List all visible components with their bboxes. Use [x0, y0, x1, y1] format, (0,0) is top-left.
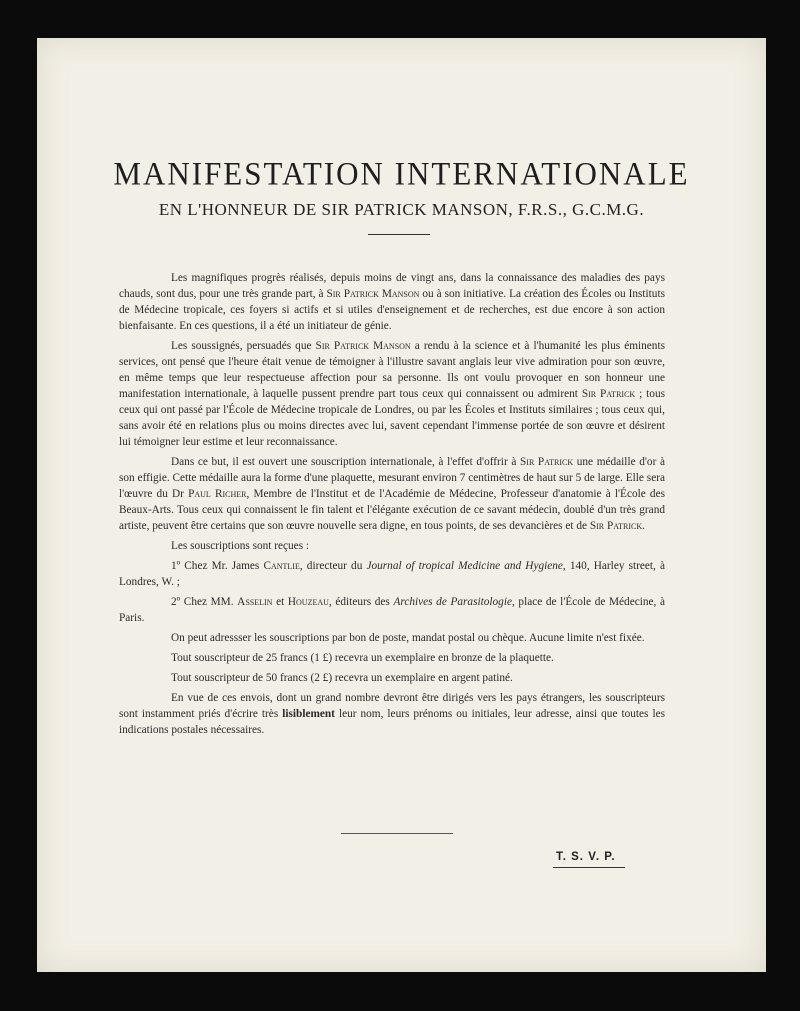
- paragraph-subscription: [119, 454, 665, 534]
- text: Les magnifiques progrès réalisés, depuis moins de vingt ans, dans la connaissance des maladies des pays chauds, sont dus, pour une très grande part, à: [119, 272, 665, 300]
- document-title: MANIFESTATION INTERNATIONALE: [113, 155, 690, 192]
- text: leur nom, leurs prénoms ou initiales, leur adresse, ainsi que toutes les indications postales nécessaires.: [119, 708, 665, 736]
- name-manson: Sir Patrick Manson: [326, 288, 420, 300]
- name-patrick: Sir Patrick: [589, 520, 643, 532]
- title-divider: [368, 234, 430, 235]
- text: et: [272, 596, 288, 608]
- name-manson: Sir Patrick Manson: [315, 340, 411, 352]
- name-cantlie: Cantlie: [263, 560, 300, 572]
- document-body: [119, 270, 665, 742]
- paragraph-silver: Tout souscripteur de 50 francs (2 £) recevra un exemplaire en argent patiné.: [171, 672, 513, 684]
- text: Dans ce but, il est ouvert une souscription internationale, à l'effet d'offrir à: [171, 456, 520, 468]
- text: 2º Chez MM.: [171, 596, 238, 608]
- text: , directeur du: [299, 560, 367, 572]
- document-subtitle: EN L'HONNEUR DE SIR PATRICK MANSON, F.R.S., G.C.M.G.: [158, 200, 645, 219]
- text: , Membre de l'Institut et de l'Académie de Médecine, Professeur d'anatomie à l'École des Beaux-Arts. Tous ceux qui connaissent le fin talent et l'élégante exécution de ce savant médecin, doublé d'un très grand artiste, peuvent être certains que son œuvre nouvelle sera digne, en tous points, de ses devancières et de: [119, 488, 665, 532]
- name-richer: Paul Richer: [188, 488, 247, 500]
- text: En vue de ces envois, dont un grand nombre devront être dirigés vers les pays étrangers, les souscripteurs sont instamment priés d'écrire très: [119, 692, 665, 720]
- name-patrick: Sir Patrick: [520, 456, 574, 468]
- text: , 140, Harley street, à Londres, W. ;: [119, 560, 666, 588]
- text: , éditeurs des: [328, 596, 394, 608]
- closing-divider: [341, 833, 453, 834]
- paragraph-received: Les souscriptions sont reçues :: [171, 540, 310, 552]
- paragraph-intro: [119, 270, 665, 334]
- text: .: [642, 520, 645, 532]
- archives-title: Archives de Parasitologie: [393, 596, 512, 608]
- turn-over-underline: [553, 867, 625, 868]
- paragraph-signatories: [119, 338, 665, 450]
- text: une médaille d'or à son effigie. Cette médaille aura la forme d'une plaquette, mesurant environ 7 centimètres de haut sur 5 de large. Elle sera l'œuvre du Dr: [119, 456, 665, 500]
- journal-title: Journal of tropical Medicine and Hygiene: [366, 560, 563, 572]
- document-page: [37, 38, 766, 972]
- text: Les soussignés, persuadés que: [171, 340, 316, 352]
- paragraph-london: [119, 558, 665, 590]
- turn-over-note: T. S. V. P.: [556, 851, 616, 863]
- paragraph-bronze: Tout souscripteur de 25 francs (1 £) recevra un exemplaire en bronze de la plaquette.: [171, 652, 554, 664]
- paragraph-legibility: [119, 690, 665, 738]
- name-patrick: Sir Patrick: [581, 388, 636, 400]
- emphasis-lisiblement: lisiblement: [282, 708, 335, 720]
- text: , place de l'École de Médecine, à Paris.: [119, 596, 665, 624]
- text: ou à son initiative. La création des Écoles ou Instituts de Médecine tropicale, ces foyers si actifs et si utiles d'enseignement et de recherches, est due encore à son action bienfaisante. En ces questions, il a été un initiateur de génie.: [119, 288, 665, 332]
- name-asselin: Asselin: [237, 596, 273, 608]
- paragraph-payment: On peut adressser les souscriptions par bon de poste, mandat postal ou chèque. Aucune limite n'est fixée.: [171, 632, 645, 644]
- name-houzeau: Houzeau: [287, 596, 329, 608]
- paragraph-paris: [119, 594, 665, 626]
- text: ; tous ceux qui ont passé par l'École de Médecine tropicale de Londres, ou par les Écoles et Instituts similaires ; tous ceux qui, sans avoir été en relations plus ou moins directes avec lui, savent cependant l'immense portée de son œuvre et désirent lui témoigner leur estime et leur reconnaissance.: [119, 388, 665, 448]
- text: a rendu à la science et à l'humanité les plus éminents services, ont pensé que l'heure était venue de témoigner à l'illustre savant anglais leur vive admiration pour son œuvre, en même temps que leur respectueuse affection pour sa personne. Ils ont voulu provoquer en son honneur une manifestation internationale, à laquelle pussent prendre part tous ceux qui connaissent ou admirent: [119, 340, 665, 400]
- text: 1º Chez Mr. James: [171, 560, 264, 572]
